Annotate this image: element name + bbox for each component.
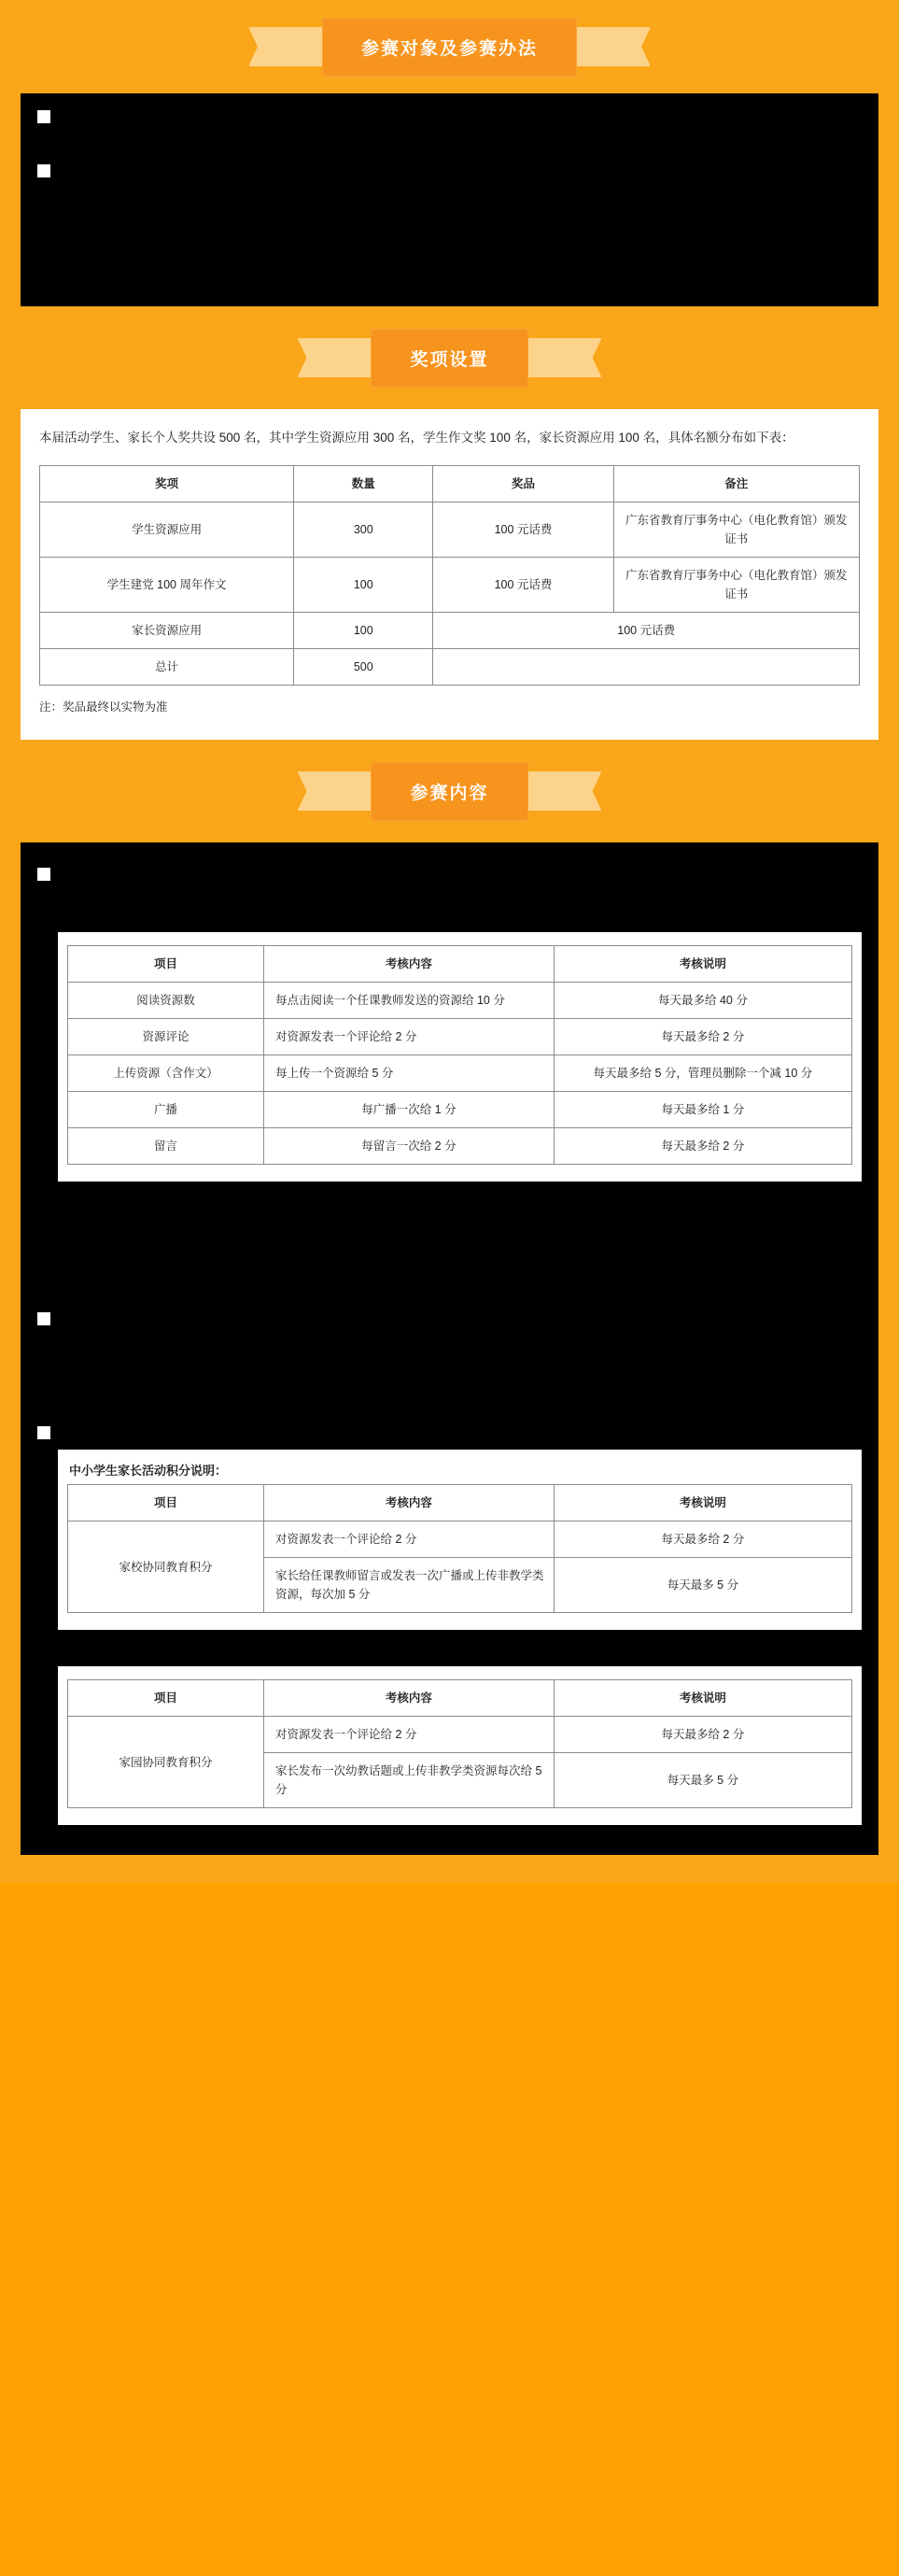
table-row: [68, 1092, 852, 1128]
table-header-row: [68, 1680, 852, 1717]
cell: 广东省教育厅事务中心（电化教育馆）颁发证书: [613, 502, 859, 558]
table-row: [40, 613, 860, 649]
cell: 广东省教育厅事务中心（电化教育馆）颁发证书: [613, 558, 859, 613]
cell: 上传资源（含作文）: [68, 1055, 264, 1092]
awards-note: 注：奖品最终以实物为准: [39, 701, 168, 714]
column-header: 考核说明: [554, 946, 851, 983]
section-title-2: 奖项设置: [371, 329, 527, 388]
table-header-row: [40, 466, 860, 502]
cell: 学生建党 100 周年作文: [40, 558, 294, 613]
column-header: 考核内容: [264, 1485, 555, 1522]
spacer: [37, 1408, 862, 1416]
cell: 300: [294, 502, 433, 558]
cell: 对资源发表一个评论给 2 分: [264, 1522, 555, 1558]
ribbon-right-decoration: [521, 338, 601, 377]
cell: 每天最多给 40 分: [554, 983, 851, 1019]
student-points-table: [67, 945, 852, 1165]
cell: 广播: [68, 1092, 264, 1128]
ribbon-left-decoration: [249, 27, 330, 66]
bullet-square-icon: [37, 1312, 50, 1325]
cell: [433, 649, 860, 686]
cell: 100 元话费: [433, 613, 860, 649]
cell: 每天最多给 2 分: [554, 1717, 851, 1753]
cell: 每天最多 5 分: [554, 1753, 851, 1808]
table-row: [68, 1055, 852, 1092]
cell: 500: [294, 649, 433, 686]
section-banner-1: [0, 0, 899, 93]
cell: 资源评论: [68, 1019, 264, 1055]
paragraph: 3、上传资源分类或量错误；: [37, 1250, 862, 1269]
subsection-title: 参赛办法: [58, 161, 114, 181]
paragraph: 1、需要建党100周年的作文题，符合作文要求。: [37, 1350, 862, 1369]
cell: 100 元话费: [433, 558, 613, 613]
column-header: 项目: [68, 1485, 264, 1522]
cell: 每点击阅读一个任课教师发送的资源给 10 分: [264, 983, 555, 1019]
table-row: [68, 1019, 852, 1055]
paragraph: 4、上传平台现有资源或资源设置雷同。: [37, 1269, 862, 1289]
kindergarten-points-table: [67, 1679, 852, 1808]
column-header: 奖项: [40, 466, 294, 502]
parent-points-table: [67, 1484, 852, 1613]
paragraph-link: 广东省教育厅事务中心（广东省电化教育馆）粤教翔云网络学习空间平台 https://rrt.gdedu.gov.cn 或: [37, 205, 862, 226]
paragraph: 、互联网登录: [37, 185, 862, 205]
divider: [37, 1289, 862, 1302]
cell: 100 元话费: [433, 502, 613, 558]
paragraph: 、客户端登录: [37, 247, 862, 267]
table-caption: 中小学生家长活动积分说明：: [69, 1464, 228, 1478]
table-header-row: [68, 1485, 852, 1522]
paragraph: 学生通过登录平台，学习任课教师发送的资源、上传作业、展示才艺、使用广播、留言、发表资源评论等获取活动积分，参与竞赛。: [37, 885, 862, 905]
table-row: [40, 558, 860, 613]
cell: 家园协同教育积分: [68, 1717, 264, 1808]
subsection-title: 建党100周年中小学生作文: [58, 1308, 221, 1328]
cell: 阅读资源数: [68, 983, 264, 1019]
paragraph: 学生登录平台，点击"作文投稿"页面右上角的"作文投稿"参与作文的评选。: [37, 1330, 862, 1350]
cell: 100: [294, 613, 433, 649]
bullet-square-icon: [37, 1426, 50, 1439]
section-banner-2: [0, 306, 899, 409]
section-2-body: [21, 409, 878, 740]
table-row: [40, 502, 860, 558]
paragraph: 1、上传不适合师生家长阅读的内容；: [37, 1210, 862, 1230]
table-row: [68, 1128, 852, 1165]
column-header: 项目: [68, 946, 264, 983]
cell: 对资源发表一个评论给 2 分: [264, 1717, 555, 1753]
paragraph: 2、可以投多个作文投稿，以"好评数"最多的一篇作文参与评奖。: [37, 1369, 862, 1389]
paragraph-link: 客户端下载地址：http://gdhjy.cn: [37, 267, 862, 288]
kindergarten-points-table-wrap: [58, 1666, 862, 1825]
column-header: 数量: [294, 466, 433, 502]
column-header: 奖品: [433, 466, 613, 502]
subsection-title: 中小学生资源应用: [58, 863, 170, 884]
section-title-3: 参赛内容: [371, 762, 527, 821]
subsection-title: 参赛对象: [58, 106, 114, 127]
cell: 每天最多给 2 分: [554, 1128, 851, 1165]
table-row: [68, 1717, 852, 1753]
column-header: 项目: [68, 1680, 264, 1717]
section-title-1: 参赛对象及参赛办法: [322, 18, 577, 77]
section-1-body: [21, 93, 878, 306]
bullet-square-icon: [37, 868, 50, 881]
paragraph: 2、上传资源文件有错误，不能正常打开；: [37, 1230, 862, 1250]
ribbon-left-decoration: [298, 338, 378, 377]
paragraph: 3、作品必须属原创所作，不得抄袭作假，否则取消参赛资格。: [37, 1389, 862, 1408]
cell: 每天最多 5 分: [554, 1558, 851, 1613]
subsection-header: [37, 1308, 862, 1328]
bullet-square-icon: [37, 110, 50, 123]
awards-table: [39, 465, 860, 686]
cell: 100: [294, 558, 433, 613]
cell: 家校协同教育积分: [68, 1522, 264, 1613]
subsection-title: 家庭优秀奖: [58, 1422, 128, 1442]
subsection-header: [37, 1422, 862, 1442]
cell: 对资源发表一个评论给 2 分: [264, 1019, 555, 1055]
cell: 每天最多给 2 分: [554, 1522, 851, 1558]
cell: 每天最多给 2 分: [554, 1019, 851, 1055]
list-item: [37, 106, 862, 127]
ribbon-right-decoration: [521, 771, 601, 811]
cell: 家长给任课教师留言或发表一次广播或上传非教学类资源，每次加 5 分: [264, 1558, 555, 1613]
table-row: [68, 1522, 852, 1558]
column-header: 考核内容: [264, 946, 555, 983]
table-header-row: [68, 946, 852, 983]
cell: 每天最多给 1 分: [554, 1092, 851, 1128]
cell: 每天最多给 5 分，管理员删除一个减 10 分: [554, 1055, 851, 1092]
paragraph: 、广东省教育阶段小学、初中、高中的学生和家长，以及幼儿园的家长均可参加。: [37, 131, 862, 151]
column-header: 考核说明: [554, 1680, 851, 1717]
cell: 每广播一次给 1 分: [264, 1092, 555, 1128]
section-3-body: [21, 842, 878, 1855]
cell: 总计: [40, 649, 294, 686]
table-caption: 幼儿园家长活动积分说明：: [58, 1639, 862, 1659]
column-header: 考核内容: [264, 1680, 555, 1717]
ribbon-left-decoration: [298, 771, 378, 811]
student-points-table-wrap: [58, 932, 862, 1182]
cell: 家长发布一次幼教话题或上传非教学类资源每次给 5 分: [264, 1753, 555, 1808]
column-header: 备注: [613, 466, 859, 502]
paragraph: 说明：上传资源需要内容正确，标题合理，分类数量准确，如发生以下情况（但不限于）资源将被管理员删除：: [37, 1191, 862, 1210]
paragraph-link: 和教育 同步课堂网络教学平台 http://www.ydxxt.com: [37, 226, 862, 247]
cell: 学生资源应用: [40, 502, 294, 558]
cell: 家长资源应用: [40, 613, 294, 649]
table-caption: 活动积分说明：: [58, 905, 862, 925]
section-banner-3: [0, 740, 899, 842]
ribbon-right-decoration: [569, 27, 650, 66]
awards-lead-paragraph: 本届活动学生、家长个人奖共设 500 名，其中学生资源应用 300 名，学生作文奖 100 名，家长资源应用 100 名，具体名额分布如下表：: [39, 431, 794, 445]
subsection-header: [37, 863, 862, 884]
cell: 每上传一个资源给 5 分: [264, 1055, 555, 1092]
column-header: 考核说明: [554, 1485, 851, 1522]
table-row: [40, 649, 860, 686]
list-item: [37, 161, 862, 181]
parent-points-table-wrap: [58, 1450, 862, 1630]
cell: 每留言一次给 2 分: [264, 1128, 555, 1165]
cell: 留言: [68, 1128, 264, 1165]
table-row: [68, 983, 852, 1019]
bullet-square-icon: [37, 164, 50, 177]
